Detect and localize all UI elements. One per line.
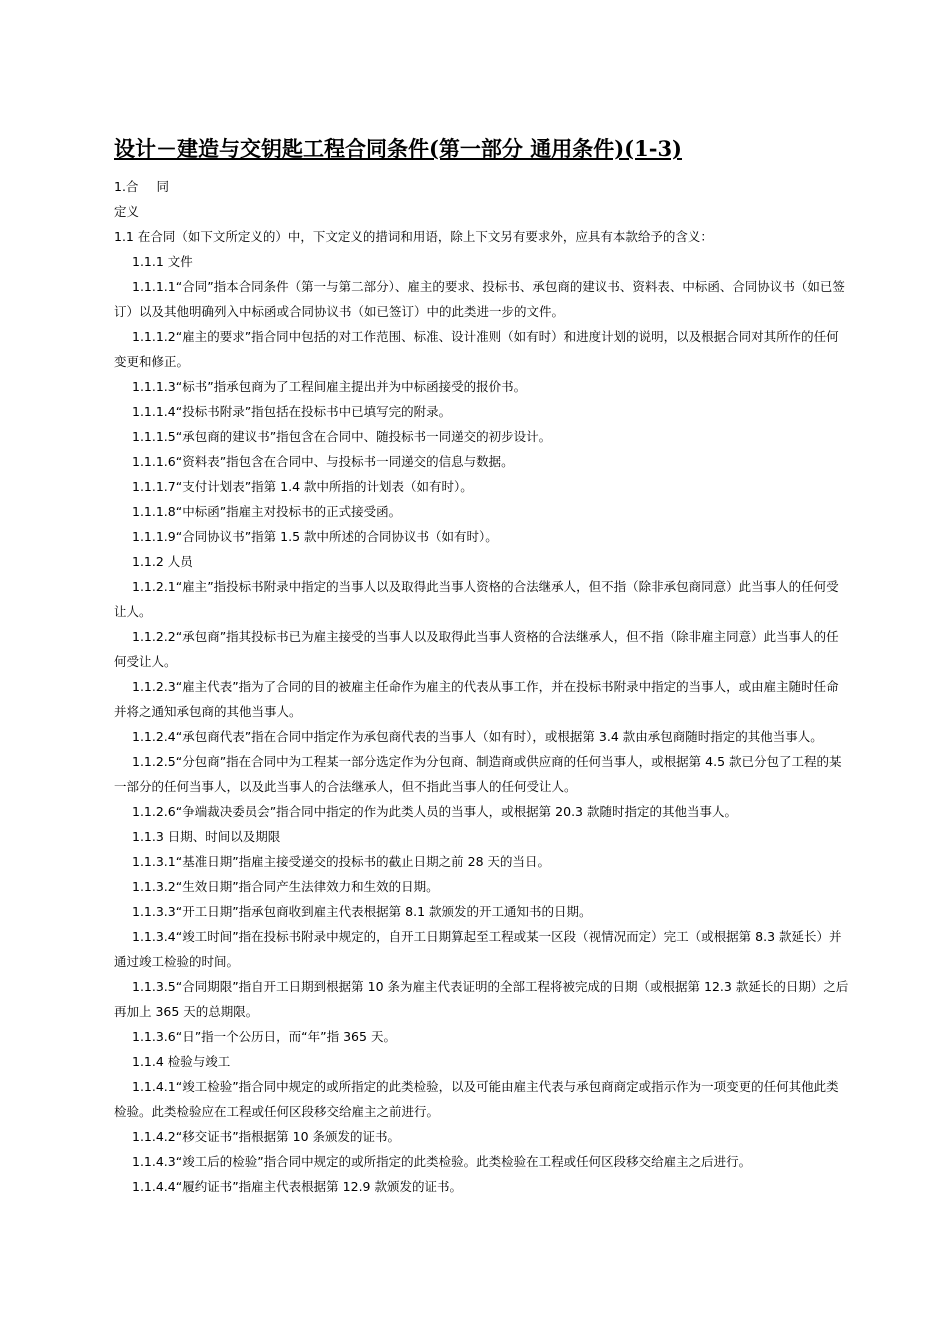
clause-heading-1-1-3: 1.1.3 日期、时间以及期限 bbox=[132, 829, 281, 844]
clause-1-1-1-5: 1.1.1.5“承包商的建议书”指包含在合同中、随投标书一同递交的初步设计。 bbox=[132, 429, 552, 444]
section-label: 同 bbox=[156, 179, 169, 194]
subheading-definitions: 定义 bbox=[114, 204, 140, 219]
clause-1-1-3-6: 1.1.3.6“日”指一个公历日，而“年”指 365 天。 bbox=[132, 1029, 396, 1044]
clause-1-1-2-1: 1.1.2.1“雇主”指投标书附录中指定的当事人以及取得此当事人资格的合法继承人，但不指（除非承包商同意）此当事人的任何受让人。 bbox=[114, 579, 839, 619]
clause-1-1-1-1: 1.1.1.1“合同”指本合同条件（第一与第二部分）、雇主的要求、投标书、承包商的建议书、资料表、中标函、合同协议书（如已签订）以及其他明确列入中标函或合同协议书（如已签订）中的此类进一步的文件。 bbox=[114, 279, 845, 319]
clause-1-1-2-5: 1.1.2.5“分包商”指在合同中为工程某一部分选定作为分包商、制造商或供应商的任何当事人，或根据第 4.5 款已分包了工程的某一部分的任何当事人，以及此当事人的合法继承人，但不指此当事人的任何受让人。 bbox=[114, 754, 842, 794]
clause-1-1-2-4: 1.1.2.4“承包商代表”指在合同中指定作为承包商代表的当事人（如有时），或根据第 3.4 款由承包商随时指定的其他当事人。 bbox=[132, 729, 823, 744]
clause-heading-1-1-1: 1.1.1 文件 bbox=[132, 254, 193, 269]
clause-1-1-2-3: 1.1.2.3“雇主代表”指为了合同的目的被雇主任命作为雇主的代表从事工作，并在投标书附录中指定的当事人，或由雇主随时任命并将之通知承包商的其他当事人。 bbox=[114, 679, 839, 719]
clause-1-1-1-2: 1.1.1.2“雇主的要求”指合同中包括的对工作范围、标准、设计准则（如有时）和进度计划的说明，以及根据合同对其所作的任何变更和修正。 bbox=[114, 329, 839, 369]
clause-heading-1-1-2: 1.1.2 人员 bbox=[132, 554, 193, 569]
clause-1-1-1-3: 1.1.1.3“标书”指承包商为了工程间雇主提出并为中标函接受的报价书。 bbox=[132, 379, 527, 394]
clause-1-1-4-4: 1.1.4.4“履约证书”指雇主代表根据第 12.9 款颁发的证书。 bbox=[132, 1179, 462, 1194]
clause-1-1-1-9: 1.1.1.9“合同协议书”指第 1.5 款中所述的合同协议书（如有时）。 bbox=[132, 529, 498, 544]
clause-1-1-3-2: 1.1.3.2“生效日期”指合同产生法律效力和生效的日期。 bbox=[132, 879, 439, 894]
section-number: 1.合 bbox=[114, 179, 139, 194]
clause-heading-1-1-4: 1.1.4 检验与竣工 bbox=[132, 1054, 231, 1069]
section-heading bbox=[114, 174, 850, 199]
document-page bbox=[114, 132, 850, 1199]
clause-1-1-4-3: 1.1.4.3“竣工后的检验”指合同中规定的或所指定的此类检验。此类检验在工程或任何区段移交给雇主之后进行。 bbox=[132, 1154, 752, 1169]
clause-1-1-3-1: 1.1.3.1“基准日期”指雇主接受递交的投标书的截止日期之前 28 天的当日。 bbox=[132, 854, 551, 869]
clause-1-1-1-7: 1.1.1.7“支付计划表”指第 1.4 款中所指的计划表（如有时）。 bbox=[132, 479, 473, 494]
clause-1-1-1-4: 1.1.1.4“投标书附录”指包括在投标书中已填写完的附录。 bbox=[132, 404, 452, 419]
clause-1-1-1-8: 1.1.1.8“中标函”指雇主对投标书的正式接受函。 bbox=[132, 504, 402, 519]
clause-1-1-3-3: 1.1.3.3“开工日期”指承包商收到雇主代表根据第 8.1 款颁发的开工通知书的日期。 bbox=[132, 904, 592, 919]
clause-1-1-3-4: 1.1.3.4“竣工时间”指在投标书附录中规定的，自开工日期算起至工程或某一区段（视情况而定）完工（或根据第 8.3 款延长）并通过竣工检验的时间。 bbox=[114, 929, 842, 969]
clause-1-1-4-2: 1.1.4.2“移交证书”指根据第 10 条颁发的证书。 bbox=[132, 1129, 401, 1144]
clause-1-1-2-2: 1.1.2.2“承包商”指其投标书已为雇主接受的当事人以及取得此当事人资格的合法继承人，但不指（除非雇主同意）此当事人的任何受让人。 bbox=[114, 629, 839, 669]
clause-1-1-1-6: 1.1.1.6“资料表”指包含在合同中、与投标书一同递交的信息与数据。 bbox=[132, 454, 514, 469]
document-title: 设计－建造与交钥匙工程合同条件(第一部分 通用条件)(1-3) bbox=[114, 136, 682, 161]
clause-1-1-4-1: 1.1.4.1“竣工检验”指合同中规定的或所指定的此类检验，以及可能由雇主代表与承包商商定或指示作为一项变更的任何其他此类检验。此类检验应在工程或任何区段移交给雇主之前进行。 bbox=[114, 1079, 839, 1119]
clause-1-1-3-5: 1.1.3.5“合同期限”指自开工日期到根据第 10 条为雇主代表证明的全部工程将被完成的日期（或根据第 12.3 款延长的日期）之后再加上 365 天的总期限。 bbox=[114, 979, 849, 1019]
clause-1-1-2-6: 1.1.2.6“争端裁决委员会”指合同中指定的作为此类人员的当事人，或根据第 20.3 款随时指定的其他当事人。 bbox=[132, 804, 737, 819]
paragraph-1-1: 1.1 在合同（如下文所定义的）中，下文定义的措词和用语，除上下文另有要求外，应具有本款给予的含义： bbox=[114, 229, 713, 244]
